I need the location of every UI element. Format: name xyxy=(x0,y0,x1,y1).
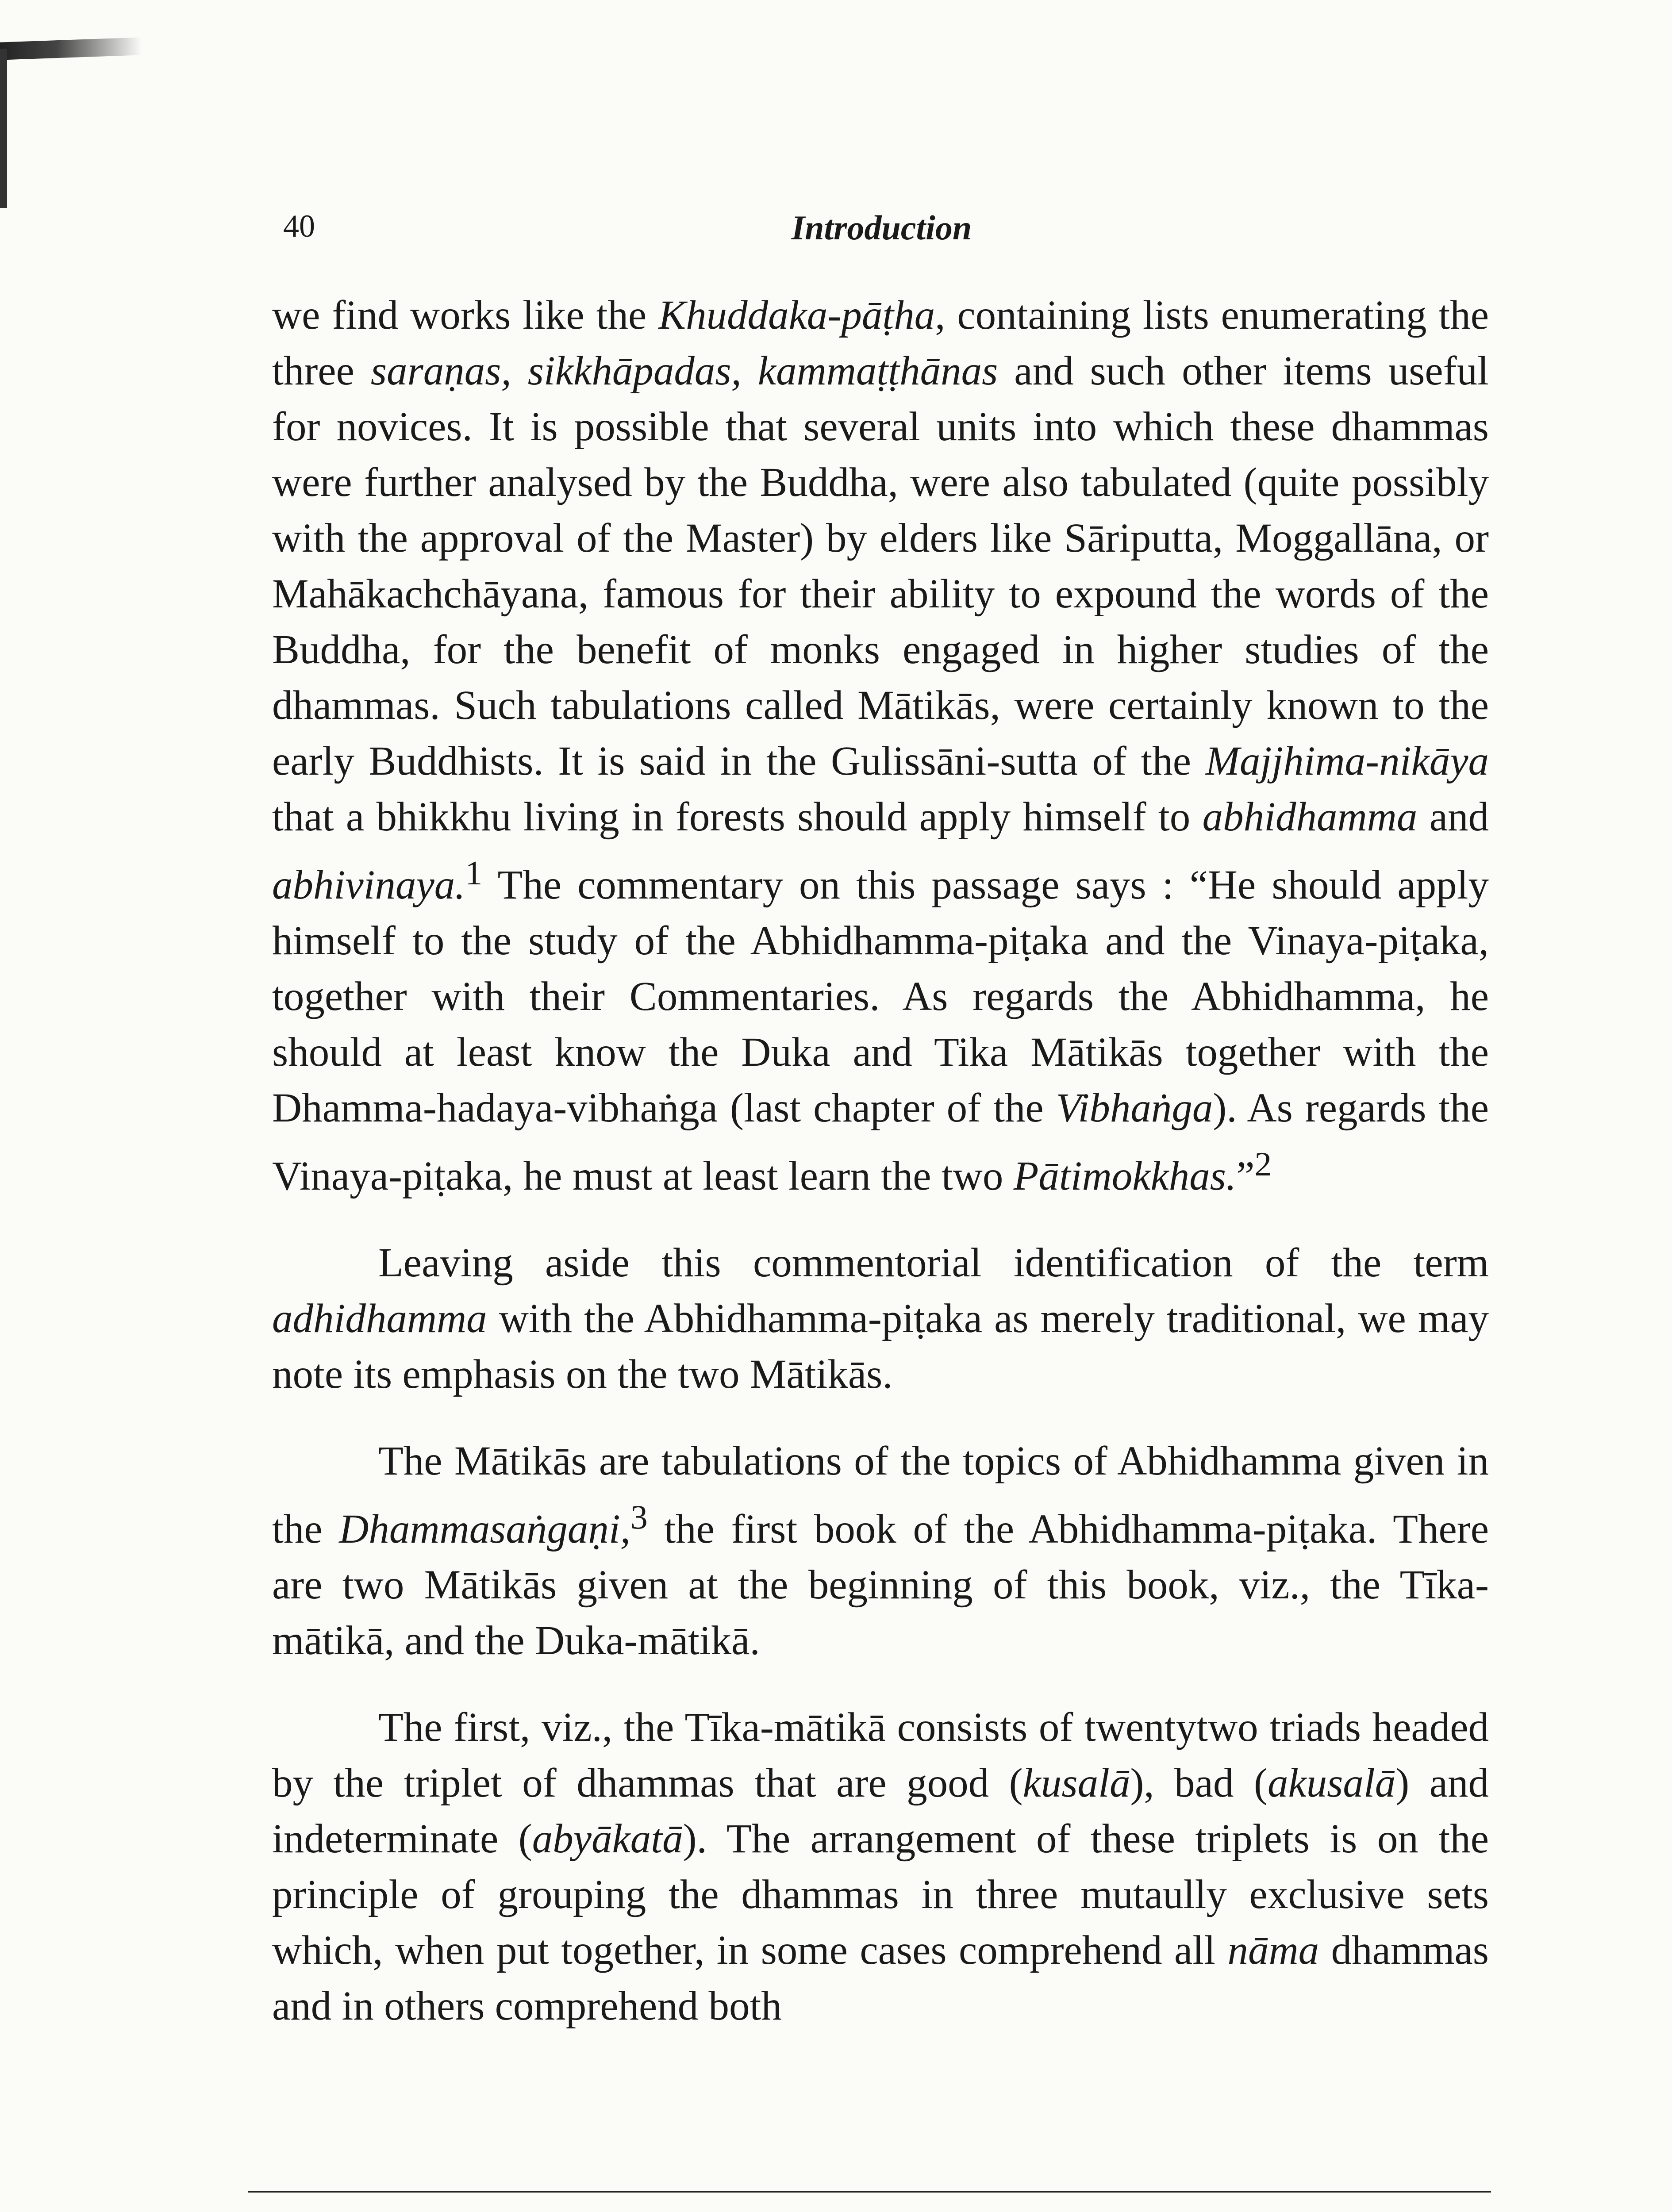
paragraph-1: we find works like the Khuddaka-pāṭha, containing lists enumerating the three saraṇas, sikkhāpadas, kammaṭṭhānas and such other items useful for novices. It is possible that several units into which these dhammas were further analysed by the Buddha, were also tabulated (quite possibly with the approval of the Master) by elders like Sāriputta, Moggallāna, or Mahākachchāyana, famous for their ability to expound the words of the Buddha, for the benefit of monks engaged in higher studies of the dhammas. Such tabulations called Mātikās, were certainly known to the early Buddhists. It is said in the Gulissāni-sutta of the Majjhima-nikāya that a bhikkhu living in forests should apply himself to abhidhamma and abhivinaya.$^1$ The commentary on this passage says : “He should apply himself to the study of the Abhidhamma-piṭaka and the Vinaya-piṭaka, together with their Commentaries. As regards the Abhidhamma, he should at least know the Duka and Tika Mātikās together with the Dhamma-hadaya-vibhaṅga (last chapter of the Vibhaṅga). As regards the Vinaya-piṭaka, he must at least learn the two Pātimokkhas.”$^2$ xyxy=(272,292,1489,1199)
page-header xyxy=(274,208,1489,261)
footnote-ref-1: 1 xyxy=(465,854,483,892)
scan-edge-left xyxy=(0,49,7,208)
paragraph-3: The Mātikās are tabulations of the topics of Abhidhamma given in the Dhammasaṅgaṇi,$^3$ the first book of the Abhidhamma-piṭaka. There are two Mātikās given at the beginning of this book, viz., the Tīka-mātikā, and the Duka-mātikā. xyxy=(272,1438,1489,1663)
body-text xyxy=(272,288,1489,2034)
footnote-divider xyxy=(248,2191,1491,2193)
scan-edge-top xyxy=(0,37,142,60)
footnote-ref-3: 3 xyxy=(630,1498,648,1536)
paragraph-2: Leaving aside this commentorial identification of the term adhidhamma with the Abhidhamma-piṭaka as merely traditional, we may note its emphasis on the two Mātikās. xyxy=(272,1240,1489,1397)
page-number: 40 xyxy=(283,208,315,244)
running-head: Introduction xyxy=(791,208,972,247)
paragraph-4: The first, viz., the Tīka-mātikā consists of twentytwo triads headed by the triplet of dhammas that are good (kusalā), bad (akusalā) and indeterminate (abyākatā). The arrangement of these triplets is on the principle of grouping the dhammas in three mutaully exclusive sets which, when put together, in some cases comprehend all nāma dhammas and in others comprehend both xyxy=(272,1705,1489,2029)
footnote-ref-2: 2 xyxy=(1254,1145,1272,1183)
